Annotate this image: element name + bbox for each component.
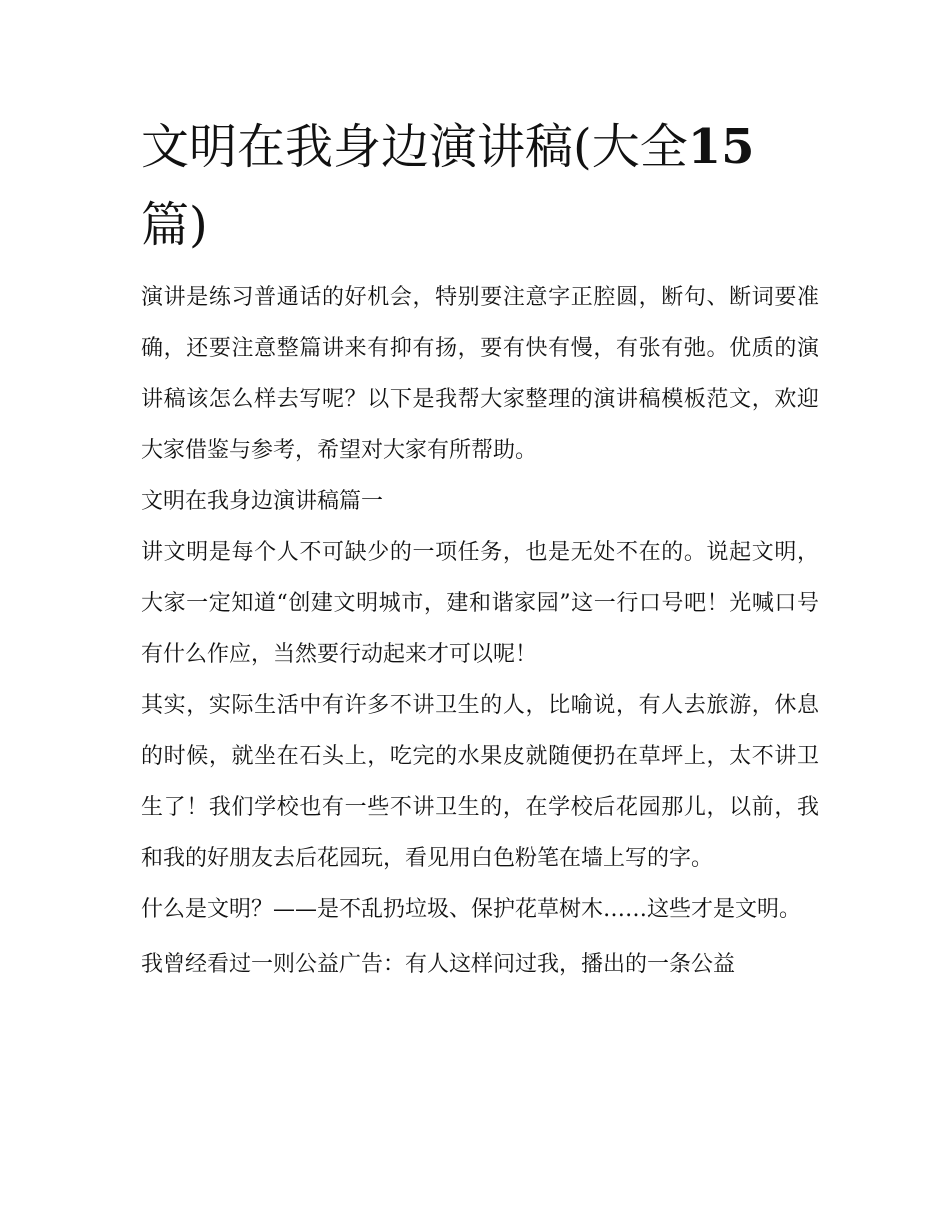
intro-paragraph: 演讲是练习普通话的好机会，特别要注意字正腔圆，断句、断词要准确，还要注意整篇讲来有抑有扬，要有快有慢，有张有弛。优质的演讲稿该怎么样去写呢？以下是我帮大家整理的演讲稿模板范文，欢迎大家借鉴与参考，希望对大家有所帮助。 [141,285,819,463]
document-content [141,108,819,990]
document-title [141,108,819,264]
document-body [141,272,819,990]
body-paragraph: 讲文明是每个人不可缺少的一项任务，也是无处不在的。说起文明，大家一定知道“创建文明城市，建和谐家园”这一行口号吧！光喊口号有什么作应，当然要行动起来才可以呢！ [141,540,819,667]
section-heading: 文明在我身边演讲稿篇一 [141,489,384,514]
body-paragraph: 其实，实际生活中有许多不讲卫生的人，比喻说，有人去旅游，休息的时候，就坐在石头上，吃完的水果皮就随便扔在草坪上，太不讲卫生了！我们学校也有一些不讲卫生的，在学校后花园那儿，以前，我和我的好朋友去后花园玩，看见用白色粉笔在墙上写的字。 [141,693,819,871]
title-tail: 篇) [141,197,208,253]
title-main: 文明在我身边演讲稿(大全 [141,119,688,175]
body-paragraph: 什么是文明？——是不乱扔垃圾、保护花草树木……这些才是文明。 [141,897,802,922]
title-number: 15 [687,119,755,175]
body-paragraph: 我曾经看过一则公益广告：有人这样问过我，播出的一条公益 [141,952,736,977]
